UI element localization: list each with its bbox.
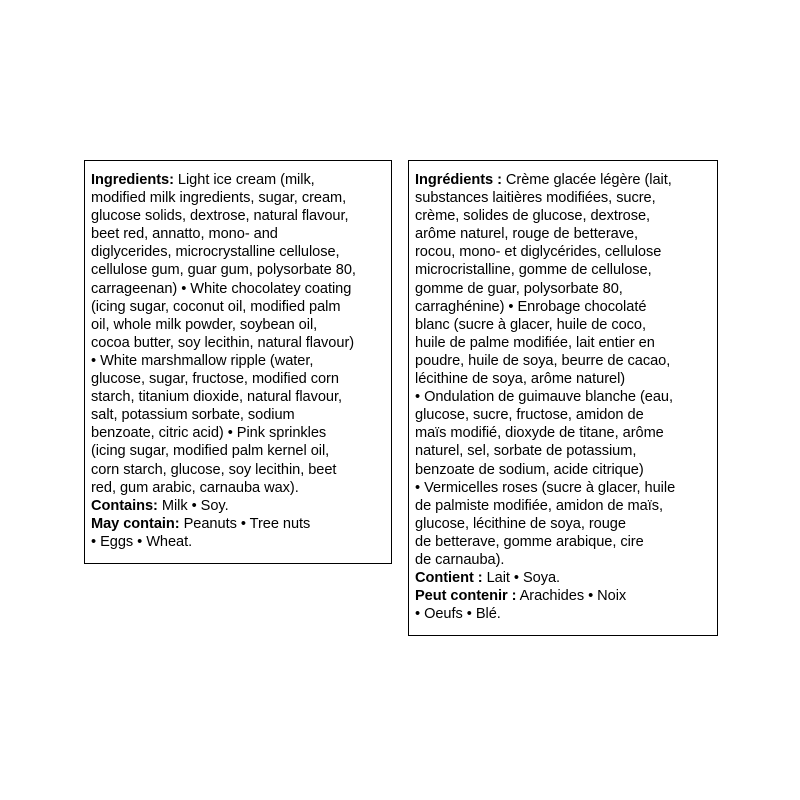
ingredient-line-fr	[415, 207, 713, 225]
ingredient-line-en	[91, 424, 387, 442]
ingredient-line-en	[91, 533, 387, 551]
ingredient-text-fr: glucose, sucre, fructose, amidon de	[415, 407, 644, 424]
ingredient-line-fr	[415, 171, 713, 189]
ingredient-line-fr	[415, 280, 713, 298]
ingredient-text-en: salt, potassium sorbate, sodium	[91, 407, 295, 424]
ingredient-text-en: corn starch, glucose, soy lecithin, beet	[91, 461, 337, 478]
ingredient-text-fr: poudre, huile de soya, beurre de cacao,	[415, 352, 671, 369]
ingredient-line-fr	[415, 406, 713, 424]
ingredient-text-en: oil, whole milk powder, soybean oil,	[91, 316, 318, 333]
ingredient-line-en	[91, 243, 387, 261]
ingredient-text-fr: lécithine de soya, arôme naturel)	[415, 371, 626, 388]
ingredient-text-fr: glucose, lécithine de soya, rouge	[415, 515, 626, 532]
ingredient-text-en: diglycerides, microcrystalline cellulose,	[91, 244, 340, 261]
ingredient-text-fr: huile de palme modifiée, lait entier en	[415, 334, 655, 351]
ingredient-heading-en: Contains:	[91, 497, 158, 514]
ingredient-line-fr	[415, 587, 713, 605]
ingredient-text-fr: • Vermicelles roses (sucre à glacer, huile	[415, 479, 676, 496]
ingredient-line-en	[91, 334, 387, 352]
ingredient-line-en	[91, 479, 387, 497]
ingredient-text-fr: Arachides • Noix	[516, 588, 627, 605]
ingredient-line-fr	[415, 334, 713, 352]
ingredient-line-en	[91, 406, 387, 424]
ingredient-text-fr: • Ondulation de guimauve blanche (eau,	[415, 389, 673, 406]
ingredient-heading-en: Ingredients:	[91, 172, 174, 188]
ingredient-text-en: beet red, annatto, mono- and	[91, 226, 278, 243]
ingredient-line-en	[91, 298, 387, 316]
ingredient-line-fr	[415, 515, 713, 533]
ingredient-line-fr	[415, 388, 713, 406]
ingredient-line-en	[91, 388, 387, 406]
ingredient-text-en: benzoate, citric acid) • Pink sprinkles	[91, 425, 327, 442]
ingredient-text-fr: crème, solides de glucose, dextrose,	[415, 208, 651, 225]
ingredient-line-en	[91, 261, 387, 279]
ingredient-line-en	[91, 515, 387, 533]
ingredient-text-en: glucose solids, dextrose, natural flavour,	[91, 208, 349, 225]
ingredient-line-fr	[415, 551, 713, 569]
ingredient-text-fr: Lait • Soya.	[482, 570, 561, 587]
ingredient-line-en	[91, 497, 387, 515]
ingredient-text-fr: naturel, sel, sorbate de potassium,	[415, 443, 637, 460]
ingredient-text-fr: maïs modifié, dioxyde de titane, arôme	[415, 425, 664, 442]
ingredient-text-en: • White marshmallow ripple (water,	[91, 352, 314, 369]
ingredient-line-fr	[415, 261, 713, 279]
ingredient-line-fr	[415, 424, 713, 442]
ingredient-text-en: (icing sugar, coconut oil, modified palm	[91, 298, 341, 315]
ingredient-line-fr	[415, 479, 713, 497]
ingredient-text-en: modified milk ingredients, sugar, cream,	[91, 190, 347, 207]
ingredient-text-fr: benzoate de sodium, acide citrique)	[415, 461, 644, 478]
ingredient-line-en	[91, 225, 387, 243]
ingredient-text-fr: substances laitières modifiées, sucre,	[415, 190, 656, 207]
ingredient-heading-fr: Peut contenir :	[415, 588, 517, 605]
ingredient-text-en: Light ice cream (milk,	[173, 172, 315, 188]
ingredient-text-fr: gomme de guar, polysorbate 80,	[415, 280, 623, 297]
ingredient-heading-en: May contain:	[91, 515, 180, 532]
ingredient-line-en	[91, 461, 387, 479]
ingredient-line-fr	[415, 497, 713, 515]
ingredient-line-fr	[415, 442, 713, 460]
ingredient-line-en	[91, 442, 387, 460]
ingredient-text-fr: arôme naturel, rouge de betterave,	[415, 226, 639, 243]
ingredient-text-fr: de betterave, gomme arabique, cire	[415, 533, 644, 550]
ingredient-text-en: starch, titanium dioxide, natural flavour,	[91, 389, 342, 406]
ingredients-panel-french	[408, 160, 718, 636]
ingredient-line-fr	[415, 605, 713, 623]
ingredient-line-fr	[415, 189, 713, 207]
ingredient-text-en: • Eggs • Wheat.	[91, 533, 193, 550]
ingredient-text-en: carrageenan) • White chocolatey coating	[91, 280, 352, 297]
ingredient-text-en: red, gum arabic, carnauba wax).	[91, 479, 299, 496]
ingredient-text-fr: microcristalline, gomme de cellulose,	[415, 262, 652, 279]
ingredient-line-fr	[415, 352, 713, 370]
ingredient-line-en	[91, 207, 387, 225]
ingredient-text-en: cocoa butter, soy lecithin, natural flavour)	[91, 334, 355, 351]
ingredient-text-fr: rocou, mono- et diglycérides, cellulose	[415, 244, 662, 261]
ingredient-line-en	[91, 189, 387, 207]
ingredient-text-fr: de carnauba).	[415, 551, 505, 568]
ingredient-heading-fr: Contient :	[415, 570, 483, 587]
ingredient-line-fr	[415, 298, 713, 316]
ingredient-line-en	[91, 370, 387, 388]
ingredient-text-fr: blanc (sucre à glacer, huile de coco,	[415, 316, 646, 333]
ingredient-text-en: (icing sugar, modified palm kernel oil,	[91, 443, 330, 460]
ingredient-text-en: cellulose gum, guar gum, polysorbate 80,	[91, 262, 356, 279]
ingredient-line-fr	[415, 461, 713, 479]
ingredient-text-en: Peanuts • Tree nuts	[179, 515, 311, 532]
ingredient-text-fr: de palmiste modifiée, amidon de maïs,	[415, 497, 663, 514]
ingredient-line-fr	[415, 569, 713, 587]
ingredient-line-en	[91, 280, 387, 298]
ingredient-heading-fr: Ingrédients :	[415, 172, 502, 188]
ingredient-line-fr	[415, 370, 713, 388]
ingredient-line-en	[91, 171, 387, 189]
ingredient-text-en: glucose, sugar, fructose, modified corn	[91, 371, 339, 388]
ingredient-line-fr	[415, 225, 713, 243]
ingredient-text-fr: • Oeufs • Blé.	[415, 606, 501, 623]
ingredient-line-fr	[415, 243, 713, 261]
ingredients-panel-english	[84, 160, 392, 564]
ingredient-text-en: Milk • Soy.	[157, 497, 229, 514]
ingredient-line-en	[91, 352, 387, 370]
ingredient-text-fr: carraghénine) • Enrobage chocolaté	[415, 298, 647, 315]
ingredient-line-en	[91, 316, 387, 334]
ingredient-line-fr	[415, 533, 713, 551]
ingredient-text-fr: Crème glacée légère (lait,	[501, 172, 672, 188]
ingredient-line-fr	[415, 316, 713, 334]
